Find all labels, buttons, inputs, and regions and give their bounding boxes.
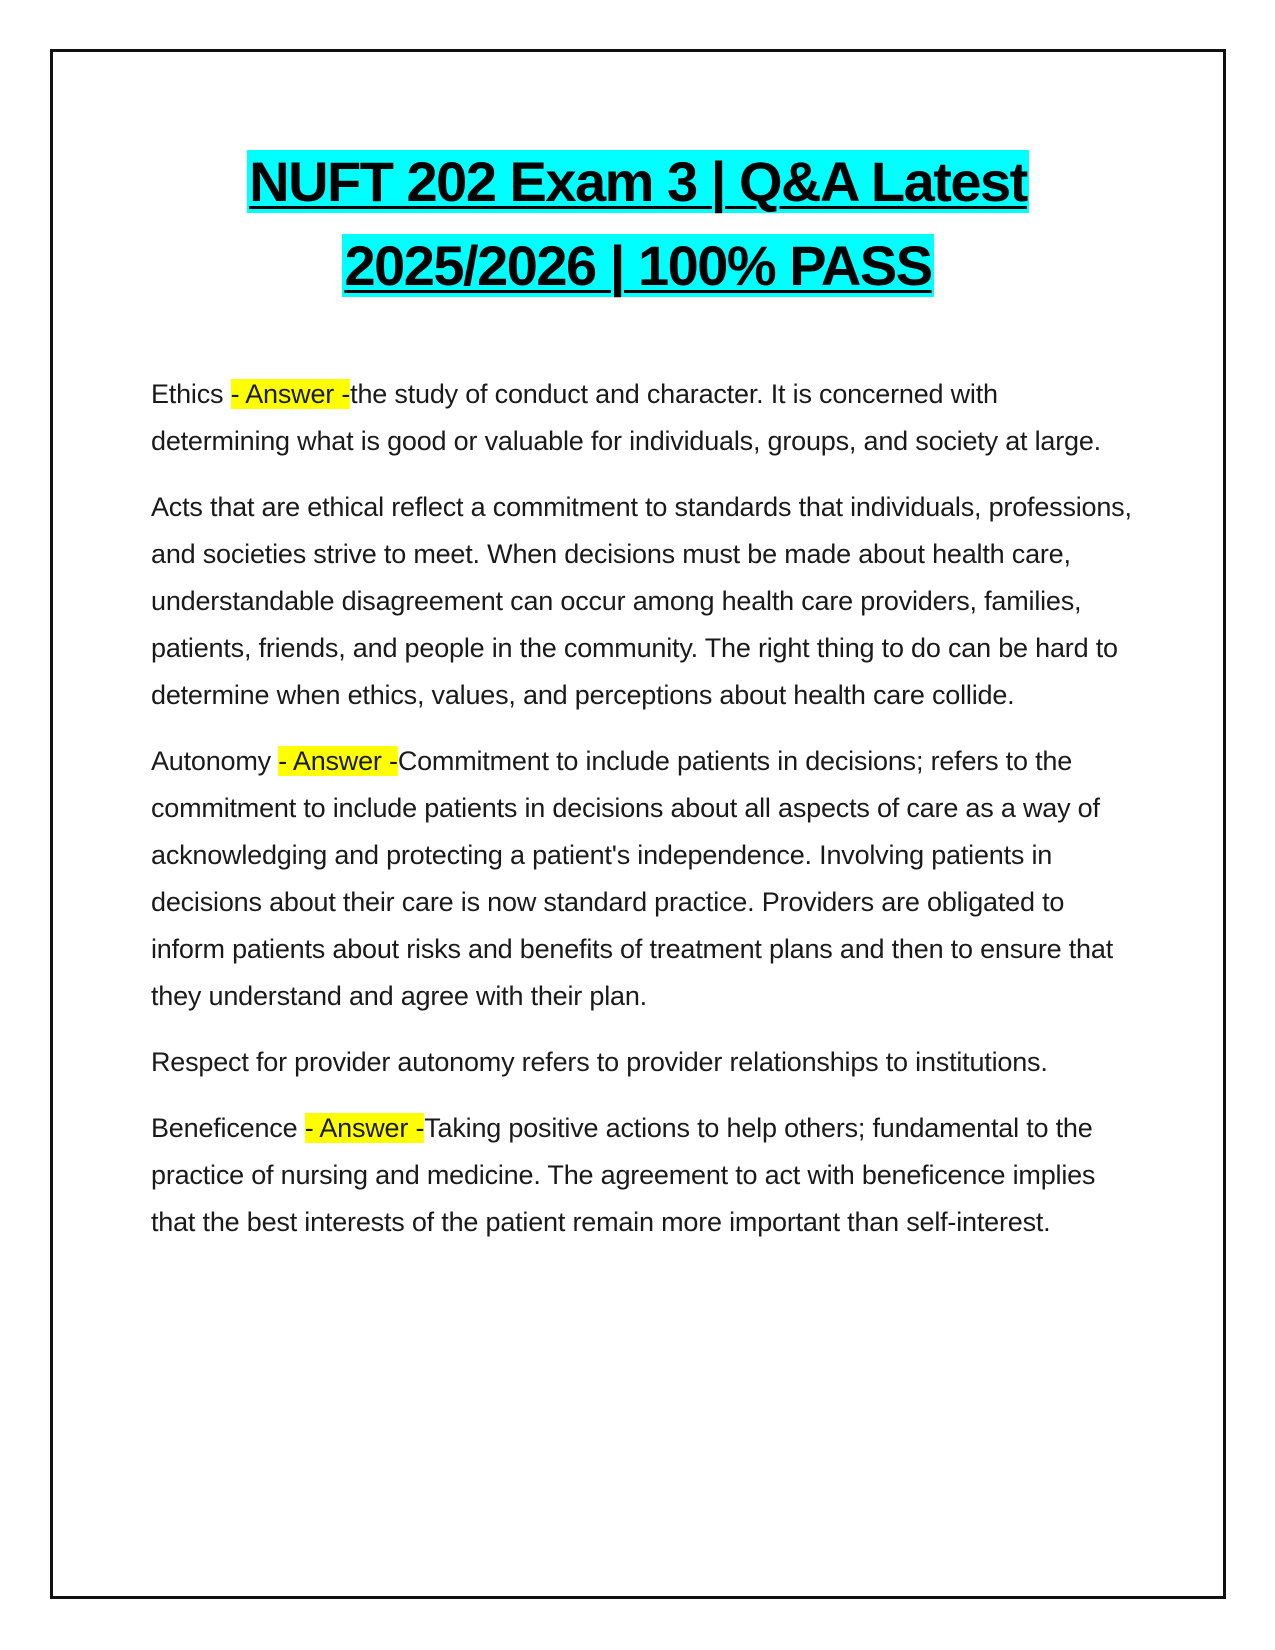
qa-entry-ethics xyxy=(151,371,1141,465)
title-line-2 xyxy=(50,224,1226,308)
answer-marker: - Answer - xyxy=(278,746,398,776)
qa-entry-beneficence xyxy=(151,1105,1141,1246)
qa-term: Autonomy xyxy=(151,746,279,776)
qa-definition: Taking positive actions to help others; fundamental to the practice of nursing and medicine. The agreement to act with beneficence implies that the best interests of the patient remain more important than self-interest. xyxy=(151,1113,1096,1237)
title-line-1 xyxy=(50,140,1226,224)
qa-entry-autonomy xyxy=(151,738,1141,1020)
body-paragraph: Acts that are ethical reflect a commitment to standards that individuals, professions, and societies strive to meet. When decisions must be made about health care, understandable disagreement can occur among health care providers, families, patients, friends, and people in the community. The right thing to do can be hard to determine when ethics, values, and perceptions about health care collide. xyxy=(151,492,1132,710)
body-paragraph: Respect for provider autonomy refers to provider relationships to institutions. xyxy=(151,1047,1048,1077)
document-body xyxy=(151,371,1141,1265)
answer-marker: - Answer - xyxy=(304,1113,425,1143)
qa-definition: Commitment to include patients in decisions; refers to the commitment to include patients in decisions about all aspects of care as a way of acknowledging and protecting a patient's independence. Involving patients in decisions about their care is now standard practice. Providers are obligated to inform patients about risks and benefits of treatment plans and then to ensure that they understand and agree with their plan. xyxy=(151,746,1113,1011)
qa-term: Ethics xyxy=(151,379,231,409)
title-line-2-text: 2025/2026 | 100% PASS xyxy=(344,234,932,297)
qa-term: Beneficence xyxy=(151,1113,305,1143)
title-line-1-text: NUFT 202 Exam 3 | Q&A Latest xyxy=(249,150,1027,213)
qa-definition: the study of conduct and character. It is concerned with determining what is good or valuable for individuals, groups, and society at large. xyxy=(151,379,1101,456)
document-title xyxy=(50,140,1226,308)
answer-marker: - Answer - xyxy=(230,379,351,409)
